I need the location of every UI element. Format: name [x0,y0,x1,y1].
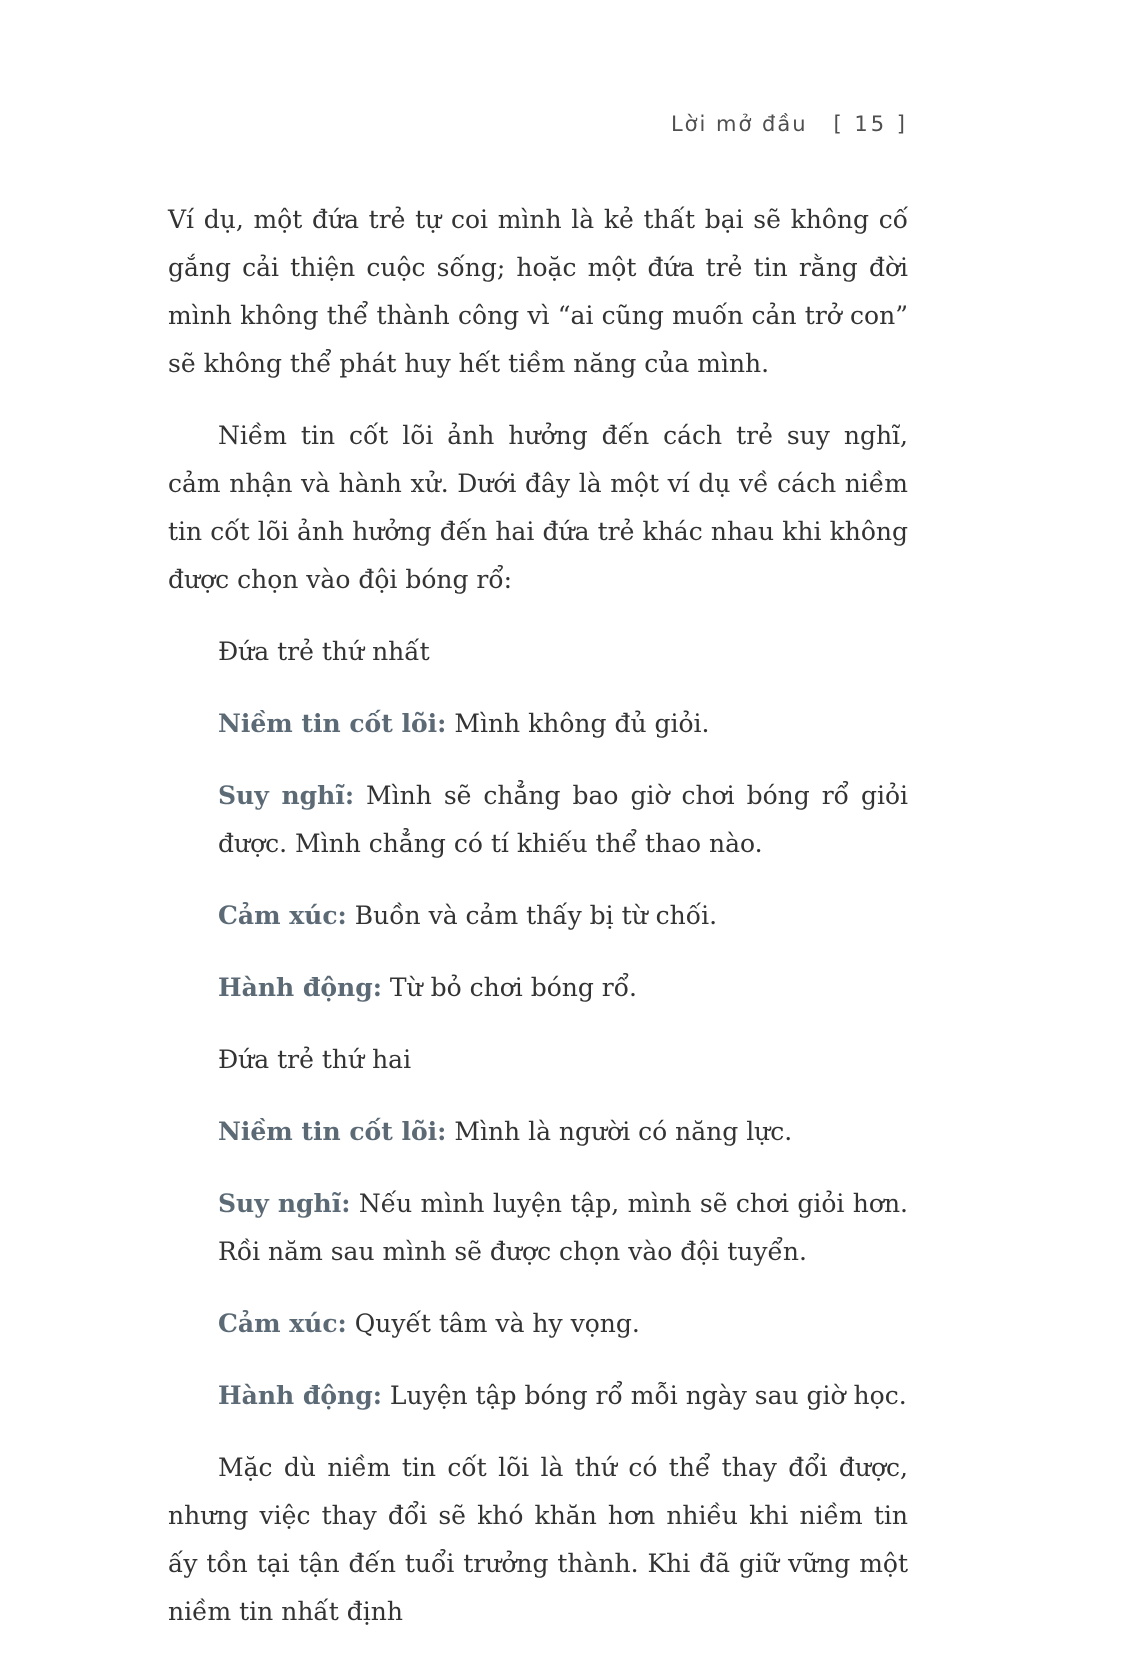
item-text: Mình là người có năng lực. [454,1117,793,1146]
item-label: Suy nghĩ: [218,1189,351,1218]
item-label: Cảm xúc: [218,901,347,930]
paragraph: Ví dụ, một đứa trẻ tự coi mình là kẻ thất bại sẽ không cố gắng cải thiện cuộc sống; hoặc một đứa trẻ tin rằng đời mình không thể thành công vì “ai cũng muốn cản trở con” sẽ không thể phát huy hết tiềm năng của mình. [168,205,908,378]
item-text: Luyện tập bóng rổ mỗi ngày sau giờ học. [389,1381,907,1410]
labeled-paragraph [218,772,908,868]
paragraph: Mặc dù niềm tin cốt lõi là thứ có thể thay đổi được, nhưng việc thay đổi sẽ khó khăn hơn nhiều khi niềm tin ấy tồn tại tận đến tuổi trưởng thành. Khi đã giữ vững một niềm tin nhất định [168,1453,908,1626]
labeled-paragraph [218,892,908,940]
running-header [168,112,908,136]
labeled-paragraph [218,1180,908,1276]
item-text: Mình không đủ giỏi. [454,709,710,738]
labeled-paragraph [218,1108,908,1156]
subheading: Đứa trẻ thứ hai [218,1045,412,1074]
item-text: Nếu mình luyện tập, mình sẽ chơi giỏi hơn. Rồi năm sau mình sẽ được chọn vào đội tuyển. [218,1189,908,1266]
labeled-paragraph [218,964,908,1012]
content-blocks [168,196,908,1636]
item-label: Hành động: [218,973,382,1002]
item-text: Mình sẽ chẳng bao giờ chơi bóng rổ giỏi được. Mình chẳng có tí khiếu thể thao nào. [218,781,909,858]
subheading: Đứa trẻ thứ nhất [218,637,430,666]
labeled-paragraph [218,700,908,748]
item-text: Quyết tâm và hy vọng. [354,1309,640,1338]
item-label: Niềm tin cốt lõi: [218,1117,447,1146]
item-text: Từ bỏ chơi bóng rổ. [389,973,637,1002]
labeled-paragraph [218,1372,908,1420]
item-label: Suy nghĩ: [218,781,355,810]
item-text: Buồn và cảm thấy bị từ chối. [354,901,718,930]
item-label: Niềm tin cốt lõi: [218,709,447,738]
item-label: Cảm xúc: [218,1309,347,1338]
header-page-number: [ 15 ] [833,112,908,136]
item-label: Hành động: [218,1381,382,1410]
labeled-paragraph [218,1300,908,1348]
paragraph: Niềm tin cốt lõi ảnh hưởng đến cách trẻ suy nghĩ, cảm nhận và hành xử. Dưới đây là một ví dụ về cách niềm tin cốt lõi ảnh hưởng đến hai đứa trẻ khác nhau khi không được chọn vào đội bóng rổ: [168,421,908,594]
header-section-title: Lời mở đầu [670,112,808,136]
